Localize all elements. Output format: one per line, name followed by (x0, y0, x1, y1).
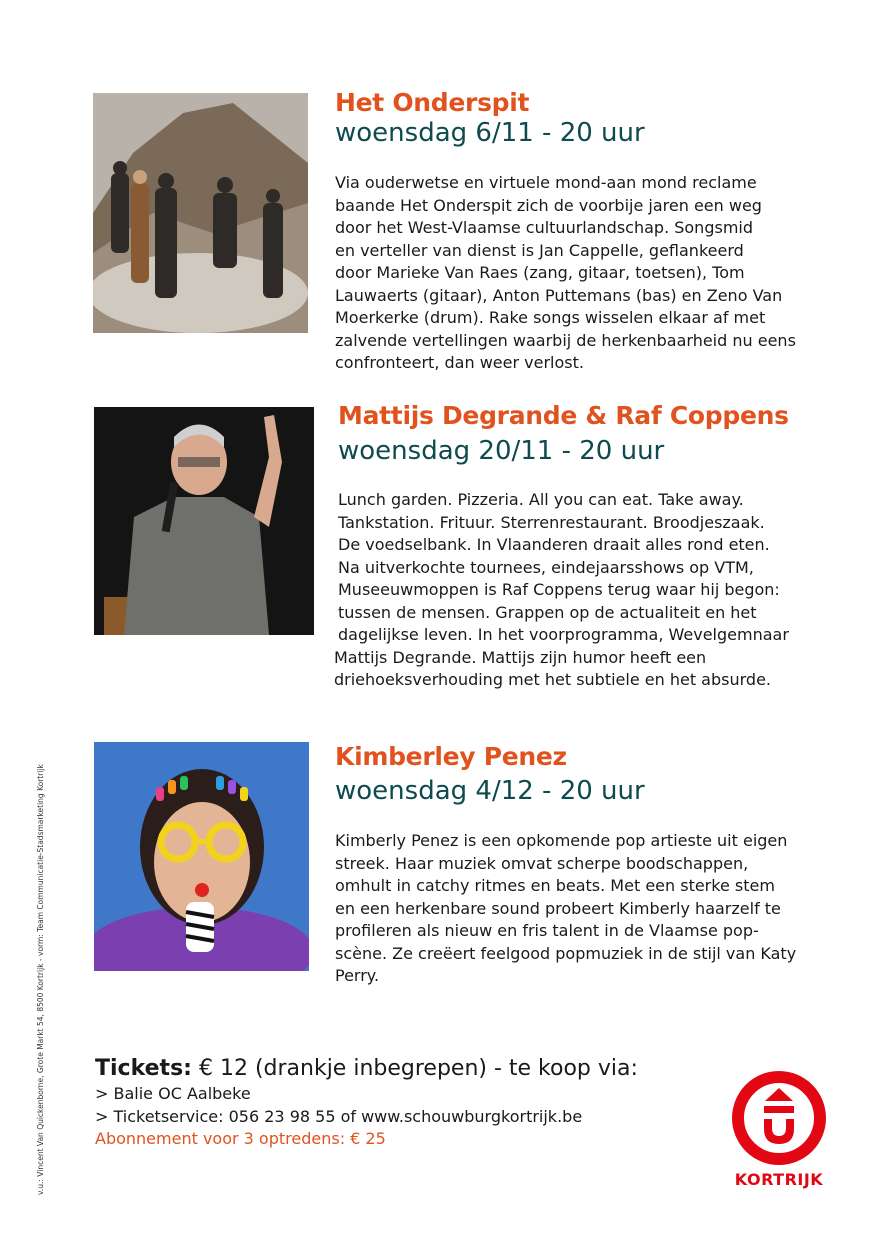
photo-raf-coppens (94, 407, 314, 635)
event-description: Kimberly Penez is een opkomende pop artieste uit eigen streek. Haar muziek omvat scherpe boodschappen, omhult in catchy ritmes en beats. Met een sterke stem en een herkenbare sound probeert Kimberly haarzelf te profileren als nieuw en fris talent in de Vlaamse pop- scène. Ze creëert feelgood popmuziek in de stijl van Katy Perry. (335, 831, 797, 985)
event-description: Lunch garden. Pizzeria. All you can eat. Take away. Tankstation. Frituur. Sterrenrestaurant. Broodjeszaak. De voedselbank. In Vlaanderen draait alles rond eten. Na uitverkochte tournees, eindejaarsshows op VTM, Museeuwmoppen is Raf Coppens terug waar hij begon: tussen de mensen. Grappen op de actualiteit en het dagelijkse leven. In het voorprogramma, Wevelgemnaar Mattijs Degrande. Mattijs zijn humor heeft een driehoeksverhouding met het subtiele en het absurde. (334, 490, 789, 689)
publisher-imprint: v.u.: Vincent Van Quickenborne, Grote Markt 54, 8500 Kortrijk - vorm: Team Communicatie-Stadsmarketing Kortrijk (36, 764, 45, 1195)
event-title: Mattijs Degrande & Raf Coppens (338, 401, 789, 430)
photo-kimberley-penez (94, 742, 309, 971)
kortrijk-logo (726, 1070, 832, 1189)
event-title: Kimberley Penez (335, 742, 567, 771)
event-date: woensdag 4/12 - 20 uur (335, 776, 645, 806)
tickets-ticketservice: > Ticketservice: 056 23 98 55 of www.schouwburgkortrijk.be (95, 1106, 583, 1126)
event-date: woensdag 6/11 - 20 uur (335, 118, 645, 148)
event-date: woensdag 20/11 - 20 uur (338, 436, 665, 466)
kortrijk-emblem-icon (731, 1070, 827, 1166)
event-description: Via ouderwetse en virtuele mond-aan mond reclame baande Het Onderspit zich de voorbije jaren een weg door het West-Vlaamse cultuurlandschap. Songsmid en verteller van dienst is Jan Cappelle, geflankeerd door Marieke Van Raes (zang, gitaar, toetsen), Tom Lauwaerts (gitaar), Anton Puttemans (bas) en Zeno Van Moerkerke (drum). Rake songs wisselen elkaar af met zalvende vertellingen waarbij de herkenbaarheid nu eens confronteert, dan weer verlost. (335, 173, 796, 372)
event-title: Het Onderspit (335, 88, 530, 117)
tickets-info (95, 1056, 638, 1151)
photo-het-onderspit (93, 93, 308, 333)
tickets-sales-point: > Balie OC Aalbeke (95, 1084, 251, 1103)
tickets-label: Tickets: (95, 1056, 192, 1081)
tickets-headline (95, 1056, 638, 1081)
tickets-subscription: Abonnement voor 3 optredens: € 25 (95, 1129, 386, 1148)
tickets-price: € 12 (drankje inbegrepen) - te koop via: (191, 1056, 638, 1081)
kortrijk-logo-text: KORTRIJK (734, 1170, 824, 1189)
